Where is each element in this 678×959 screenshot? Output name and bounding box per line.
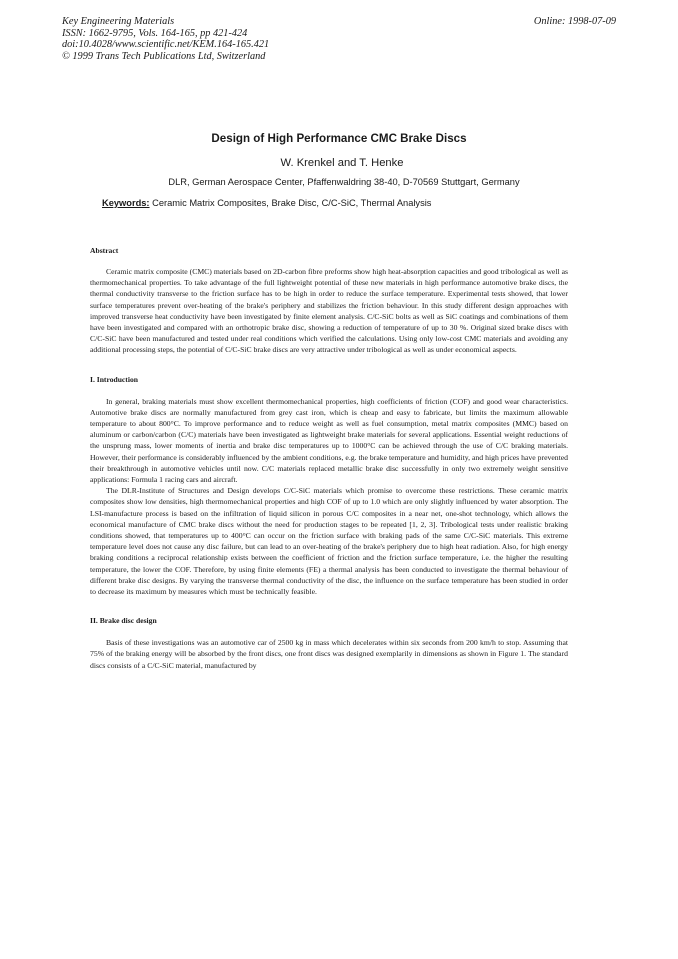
journal-name: Key Engineering Materials (62, 16, 175, 27)
brake-disc-design-heading: II. Brake disc design (90, 616, 157, 626)
keywords-text: Ceramic Matrix Composites, Brake Disc, C/C-SiC, Thermal Analysis (152, 198, 432, 208)
affiliation: DLR, German Aerospace Center, Pfaffenwaldring 38-40, D-70569 Stuttgart, Germany (168, 177, 520, 187)
online-date: Online: 1998-07-09 (533, 16, 616, 27)
abstract-heading: Abstract (90, 246, 119, 255)
introduction-section (90, 375, 568, 598)
copyright-line: © 1999 Trans Tech Publications Ltd, Switzerland (62, 50, 266, 62)
introduction-heading: I. Introduction (90, 374, 138, 384)
paper-body (90, 132, 568, 671)
brake-disc-design-section (90, 616, 568, 671)
introduction-paragraph: In general, braking materials must show excellent thermomechanical properties, high coefficients of friction (COF) and good wear characteristics. Automotive brake discs are normally manufactured from grey cast iron, which is cheap and easy to fabricate, but limits the maximum allowable temperature to about 800°C. To improve performance and to reduce weight as well as fuel consumption, metal matrix composites (MMC) based on aluminum or carbon/carbon (C/C) materials have been investigated as lightweight brake materials for several applications. Essential weight reductions of the unsprung mass, lower moments of inertia and brake disc temperatures up to 1000°C can be achieved through the use of C/C braking materials. However, their performance is considerably influenced by the ambient conditions, e.g. the brake temperature and humidity, and high prices have prevented their breakthrough in automotive vehicles until now. C/C materials replaced metallic brake disc successfully in only two extremely weight sensitive applications: Formula 1 racing cars and aircraft. (90, 396, 568, 485)
authors: W. Krenkel and T. Henke (280, 157, 404, 169)
paper-title: Design of High Performance CMC Brake Discs (211, 132, 467, 145)
abstract-text: Ceramic matrix composite (CMC) materials based on 2D-carbon fibre preforms show high heat-absorption capacities and good tribological as well as thermomechanical properties. To take advantage of the full lightweight potential of these new materials in high performance automotive brake discs, the thermal conductivity transverse to the friction surface has to be high in order to reduce the surface temperature. Experimental tests showed, that lower surface temperatures prevent over-heating of the brake's periphery and stabilizes the friction behaviour. In this study different design approaches with improved transverse heat conductivity have been investigated by finite element analysis. C/C-SiC bolts as well as SiC coatings and combinations of them have been investigated and compared with an orthotropic brake disc, showing a reduction of temperature of up to 30 %. Original sized brake discs with C/C-SiC have been manufactured and tested under real conditions which verified the calculations. Using only low-cost CMC materials and avoiding any additional processing steps, the potential of C/C-SiC brake discs are very attractive under tribological as well as under economical aspects. (90, 267, 568, 355)
keywords-label: Keywords: (102, 198, 150, 208)
brake-disc-design-text: Basis of these investigations was an automotive car of 2500 kg in mass which decelerates within six seconds from 200 km/h to stop. Assuming that 75% of the braking energy will be absorbed by the front discs, one front discs was designed exemplarily in dimensions as shown in Figure 1. The standard discs consists of a C/C-SiC material, manufactured by (90, 638, 568, 670)
keywords (102, 198, 568, 208)
publication-info (62, 16, 269, 62)
issn-line: ISSN: 1662-9795, Vols. 164-165, pp 421-424 (62, 27, 248, 39)
abstract-section (90, 246, 568, 356)
introduction-paragraph: The DLR-Institute of Structures and Design develops C/C-SiC materials which promise to overcome these restrictions. These ceramic matrix composites show low densities, high thermomechanical properties and high COF of up to 1.0 which are only slightly influenced by water absorption. The LSI-manufacture process is based on the infiltration of liquid silicon in porous C/C composites in a near net, one-shot technology, which allows the economical manufacture of CMC brake discs without the need for production stages to be repeated [1, 2, 3]. Tribological tests under realistic braking conditions showed, that temperatures up to 400°C can occur on the friction surface with braking pads of the same C/C-SiC materials. This extreme temperature level does not cause any disc failure, but can lead to an over-heating of the brake's periphery due to high heat radiation. Also, for high energy braking conditions a reciprocal relationship exists between the coefficient of friction and the friction surface temperature, i.e. the higher the resulting temperature, the lower the COF. Therefore, by using finite elements (FE) a thermal analysis has been conducted to investigate the thermal behaviour of different brake disc designs. By varying the transverse thermal conductivity of the disc, the influence on the surface temperature has been studied in order to decrease its maximum by measures which must be technically feasible. (90, 486, 568, 597)
doi-line: doi:10.4028/www.scientific.net/KEM.164-165.421 (62, 39, 270, 51)
